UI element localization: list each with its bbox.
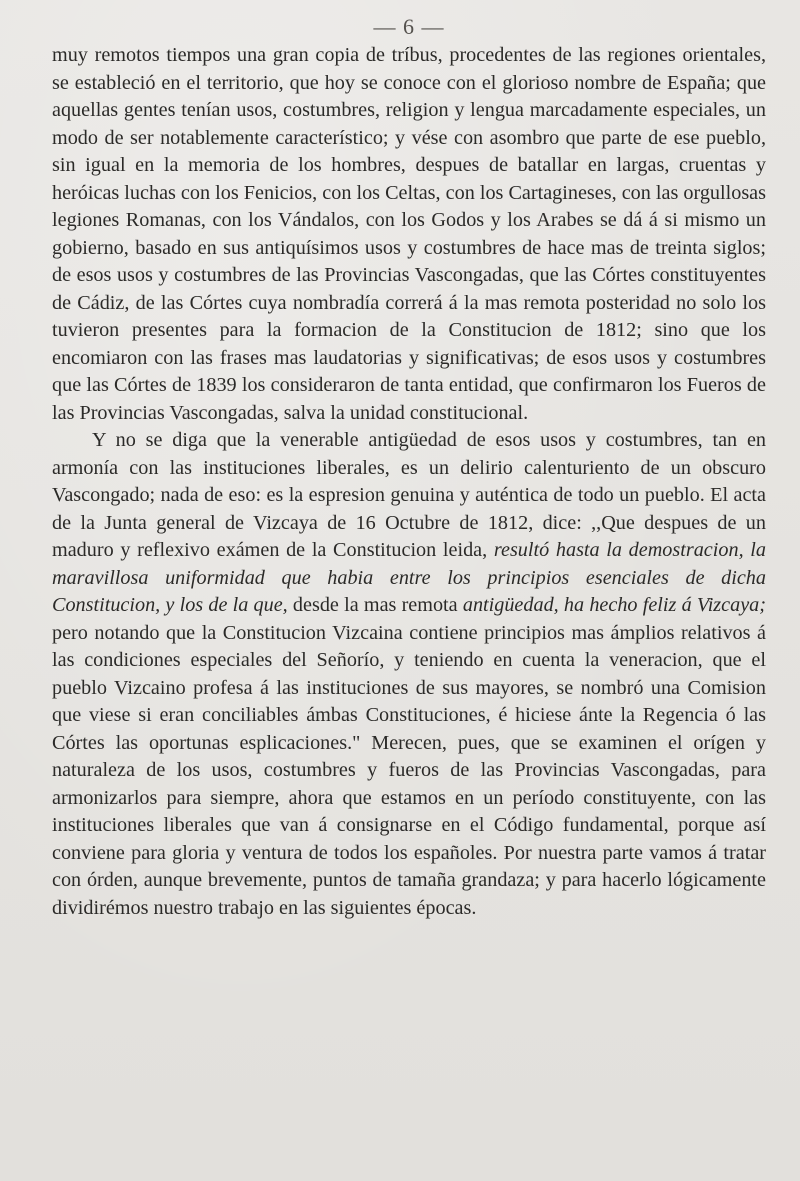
paragraph-2-text-2: desde la mas remota xyxy=(287,594,463,616)
paragraph-2-text-3: pero notando que la Constitucion Vizcaina contiene principios mas ámplios relativos á las condiciones especiales del Señorío, y teniendo en cuenta la veneracion, que el pueblo Vizcaino profesa á las instituciones de sus mayores, se nombró una Comision que viese si eran conciliables ámbas Constituciones, é hiciese ánte la Regencia ó las Córtes las oportunas esplicaciones." Merecen, pues, que se examinen el orígen y naturaleza de los usos, costumbres y fueros de las Provincias Vascongadas, para armonizarlos para siempre, ahora que estamos en un período constituyente, con las instituciones liberales que van á consignarse en el Código fundamental, porque así conviene para gloria y ventura de todos los españoles. Por nuestra parte vamos á tratar con órden, aunque brevemente, puntos de tamaña grandaza; y para hacerlo lógicamente dividirémos nuestro trabajo en las siguientes épocas. xyxy=(52,621,766,919)
paragraph-2-text-1: Y no se diga que la venerable antigüedad de esos usos y costumbres, tan en armonía con las instituciones liberales, es un delirio calenturiento de un obscuro Vascongado; nada de eso: es la espresion genuina y auténtica de todo un pueblo. El acta de la Junta general de Vizcaya de 16 Octubre de 1812, dice: ,,Que despues de un maduro y reflexivo exámen de la Constitucion leida, xyxy=(52,429,766,561)
paragraph-2 xyxy=(52,427,766,922)
paragraph-2-italic-1: resultó hasta la demostracion, la maravillosa uniformidad que habia entre los principios esenciales de dicha Constitucion, y los de la que, xyxy=(52,539,766,616)
paragraph-1: muy remotos tiempos una gran copia de tríbus, procedentes de las regiones orientales, se estableció en el territorio, que hoy se conoce con el glorioso nombre de España; que aquellas gentes tenían usos, costumbres, religion y lengua marcadamente especiales, un modo de ser notablemente característico; y vése con asombro que parte de ese pueblo, sin igual en la memoria de los hombres, despues de batallar en largas, cruentas y heróicas luchas con los Fenicios, con los Celtas, con los Cartagineses, con las orgullosas legiones Romanas, con los Vándalos, con los Godos y los Arabes se dá á si mismo un gobierno, basado en sus antiquísimos usos y costumbres de hace mas de treinta siglos; de esos usos y costumbres de las Provincias Vascongadas, que las Córtes constituyentes de Cádiz, de las Córtes cuya nombradía correrá á la mas remota posteridad no solo los tuvieron presentes para la formacion de la Constitucion de 1812; sino que los encomiaron con las frases mas laudatorias y significativas; de esos usos y costumbres que las Córtes de 1839 los consideraron de tanta entidad, que confirmaron los Fueros de las Provincias Vascongadas, salva la unidad constitucional. xyxy=(52,44,766,424)
paragraph-2-italic-2: antigüedad, ha hecho feliz á Vizcaya; xyxy=(462,594,766,616)
page-number: — 6 — xyxy=(373,14,445,39)
